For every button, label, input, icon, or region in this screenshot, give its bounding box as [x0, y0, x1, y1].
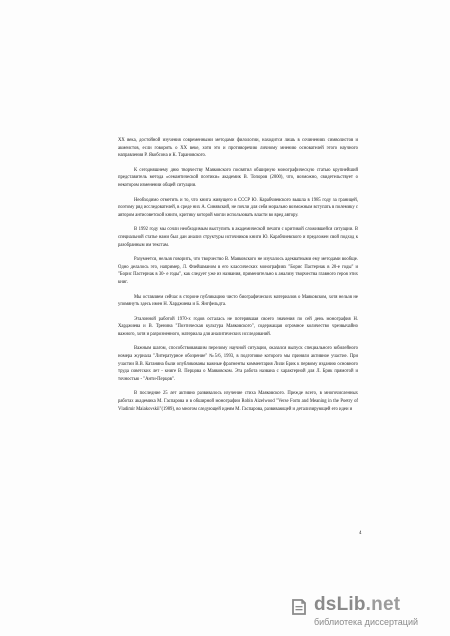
watermark-domain-tld: .net — [365, 594, 401, 615]
paragraph-6: Мы оставляем сейчас в стороне публикацию чисто биографических материалов о Маяковском, хотя нельзя не упомянуть здесь имен Н. Харджиева и Б. Янгфельдта. — [118, 294, 358, 308]
body-text — [118, 137, 358, 420]
paragraph-4: В 1992 году мы сочли необходимым выступить в академической печати с критикой сложившейся ситуации. В специальной статье нами был дан анализ структуры источников книги Ю. Карабчиевского и предложен свой подход к разобранным им текстам. — [118, 227, 358, 248]
page-number: 4 — [359, 531, 362, 536]
paragraph-7: Эталонной работой 1970-х годов осталась не потерявшая своего значения по сей день монография Н. Харджиева и В. Тренина "Поэтическая культура Маяковского", содержащая огромное количество чрезвычайно важного, хотя и разрозненного, материала для аналитических исследований. — [118, 316, 358, 337]
paragraph-1: XX века, достойной изучения современными методами филологии, находится лишь в сочинениях символистов и акмеистов, если говорить о XX веке, хотя это и противоречию личному мнению основателей этого научного направления Р. Якобсона и К. Тарановского. — [118, 138, 358, 159]
paragraph-9: В последние 25 лет активно развивалось изучение стиха Маяковского. Прежде всего, в многочисленных работах академика М. Гаспарова и в обширной монографии Robin Aizelwood "Verse Form and Meaning in the Poetry of Vladimir Maiakovskii"(1989), во многом следующей идеям М. Гаспарова, развивающей и детализирующей его идеи и — [118, 391, 358, 412]
paragraph-2: К сегодняшнему дню творчеству Маяковского посвятил обширную монографическую статью крупнейший представитель метода «семантической поэтики» академик В. Топоров (2000), что, возможно, свидетельствует о некотором изменении общей ситуации. — [118, 167, 358, 188]
paragraph-3: Необходимо отметить и то, что книга живущего в СССР Ю. Карабчиевского вышла в 1985 году за границей, поэтому ряд исследователей, в среде них А. Синявский, не почли для себя морально возможным вступать в полемику с автором антисоветской книги, критику которой могли использовать власти во вред автору. — [118, 197, 358, 218]
book-page-icon — [290, 598, 308, 616]
watermark-domain — [314, 594, 400, 616]
paragraph-8: Важным шагом, способствовавшим перелому научной ситуации, оказался выпуск специального юбилейного номера журнала "Литературное обозрение" №5/6, 1993, в подготовке которого мы приняли активное участие. При участии В.В. Катаняна были опубликованы важные фрагменты комментария Лили Брик к первому изданию основного труда советских лет - книге В. Перцова о Маяковском. Эта работа названа с характерной для Л. Брик прямотой и точностью - "Анти-Перцов". — [118, 346, 358, 382]
watermark-domain-name: dsLib — [314, 594, 366, 615]
paragraph-5: Разумеется, нельзя говорить, что творчество В. Маяковского не изучалось адекватными ему методами вообще. Одно делалось это, например, Л. Флейшманом в его классических монографиях "Борис Пастернак в 20-е годы" и "Борис Пастернак в 30- е годы", как следует уже из названия, применительно к анализу творчества главного героя этих книг. — [118, 257, 358, 285]
site-watermark — [290, 594, 440, 630]
watermark-tagline: библиотека диссертаций — [314, 617, 419, 627]
